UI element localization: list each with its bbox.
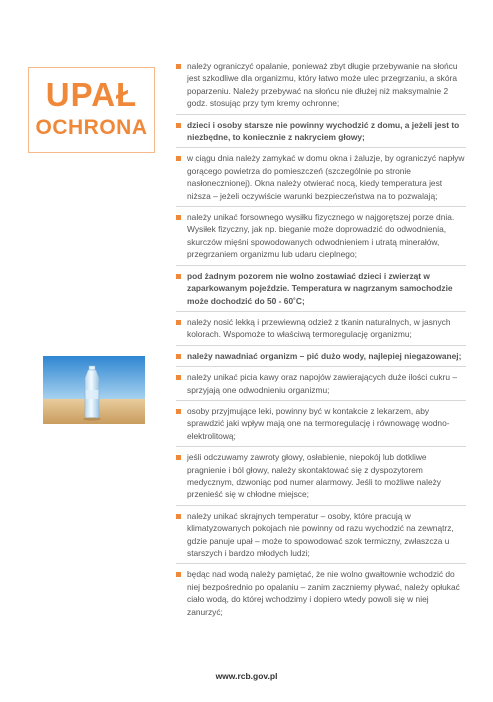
bullet-square-icon	[176, 572, 181, 577]
list-item	[176, 568, 466, 622]
bullet-square-icon	[176, 123, 181, 128]
title-main: UPAŁ	[45, 76, 138, 113]
bullet-square-icon	[176, 215, 181, 220]
list-item-text: pod żadnym pozorem nie wolno zostawiać dzieci i zwierząt w zaparkowanym pojeździe. Temperatura w nagrzanym samochodzie może dochodzić do 50 - 60˚C;	[187, 270, 453, 306]
title-subtitle: OCHRONA	[35, 116, 148, 139]
list-item-text: należy unikać skrajnych temperatur – osoby, które pracują w klimatyzowanych pokojach nie powinny od razu wychodzić na zewnątrz, gdzie panuje upał – może to spowodować szok termiczny, zwłaszcza u starszych i bardzo młodych ludzi;	[187, 510, 454, 558]
list-item	[176, 270, 466, 312]
list-item-text: osoby przyjmujące leki, powinny być w kontakcie z lekarzem, aby sprawdzić jaki wpływ mają one na termoregulację i równowagę wodno-elektrolitową;	[187, 405, 450, 441]
list-item-text: należy ograniczyć opalanie, ponieważ zbyt długie przebywanie na słońcu jest szkodliwe dla organizmu, który łatwo może ulec przegrzaniu, a skóra poparzeniu. Należy przebywać na słońcu nie dłużej niż maksymalnie 2 godz. stosując przy tym kremy ochronne;	[187, 61, 458, 109]
bullet-square-icon	[176, 354, 181, 359]
list-item	[176, 119, 466, 149]
list-item-text: w ciągu dnia należy zamykać w domu okna i żaluzje, by ograniczyć napływ gorącego powietrza do pomieszczeń (szczególnie po stronie nasłonecznionej). Okna należy otwierać nocą, kiedy temperatura jest niższa – jeżeli oczywiście warunki bezpieczeństwa na to pozwalają;	[187, 153, 465, 201]
title-box	[28, 67, 155, 153]
list-item	[176, 211, 466, 266]
bullet-square-icon	[176, 320, 181, 325]
list-item	[176, 371, 466, 401]
list-item	[176, 60, 466, 115]
bullet-square-icon	[176, 64, 181, 69]
bullet-square-icon	[176, 156, 181, 161]
water-bottle-photo	[43, 356, 145, 424]
list-item-text: będąc nad wodą należy pamiętać, że nie wolno gwałtownie wchodzić do niej bezpośrednio po opalaniu – zanim zaczniemy pływać, należy opłukać ciało wodą, do której wchodzimy i dopiero wtedy powoli się w niej zanurzyć;	[187, 569, 460, 617]
list-item	[176, 510, 466, 565]
bullet-square-icon	[176, 514, 181, 519]
bullet-square-icon	[176, 409, 181, 414]
list-item	[176, 350, 466, 367]
list-item-text: należy unikać picia kawy oraz napojów zawierających duże ilości cukru – sprzyjają one odwodnieniu organizmu;	[187, 372, 457, 395]
list-item-text: należy nawadniać organizm – pić dużo wody, najlepiej niegazowanej;	[187, 350, 462, 361]
list-item-text: jeśli odczuwamy zawroty głowy, osłabienie, niepokój lub dotkliwe pragnienie i ból głowy, należy skontaktować się z dyspozytorem medycznym, dzwoniąc pod numer alarmowy. Jeśli to możliwe należy przenieść się w chłodne miejsce;	[187, 452, 441, 500]
bullet-square-icon	[176, 274, 181, 279]
advice-list	[176, 60, 466, 626]
list-item	[176, 316, 466, 346]
list-item	[176, 451, 466, 506]
water-bottle-image	[43, 356, 145, 424]
bullet-square-icon	[176, 455, 181, 460]
footer-url: www.rcb.gov.pl	[215, 671, 278, 681]
list-item-text: należy unikać forsownego wysiłku fizycznego w najgorętszej porze dnia. Wysiłek fizyczny, jak np. bieganie może doprowadzić do odwodnienia, skurczów mięśni spowodowanych odwodnieniem i utratą minerałów, przegrzaniem organizmu lub udaru cieplnego;	[187, 212, 455, 260]
list-item	[176, 152, 466, 207]
list-item-text: dzieci i osoby starsze nie powinny wychodzić z domu, a jeżeli jest to niezbędne, to koniecznie z nakryciem głowy;	[187, 119, 460, 143]
bullet-square-icon	[176, 375, 181, 380]
list-item-text: należy nosić lekką i przewiewną odzież z tkanin naturalnych, w jasnych kolorach. Wspomoże to właściwą termoregulację organizmu;	[187, 316, 451, 340]
list-item	[176, 405, 466, 447]
